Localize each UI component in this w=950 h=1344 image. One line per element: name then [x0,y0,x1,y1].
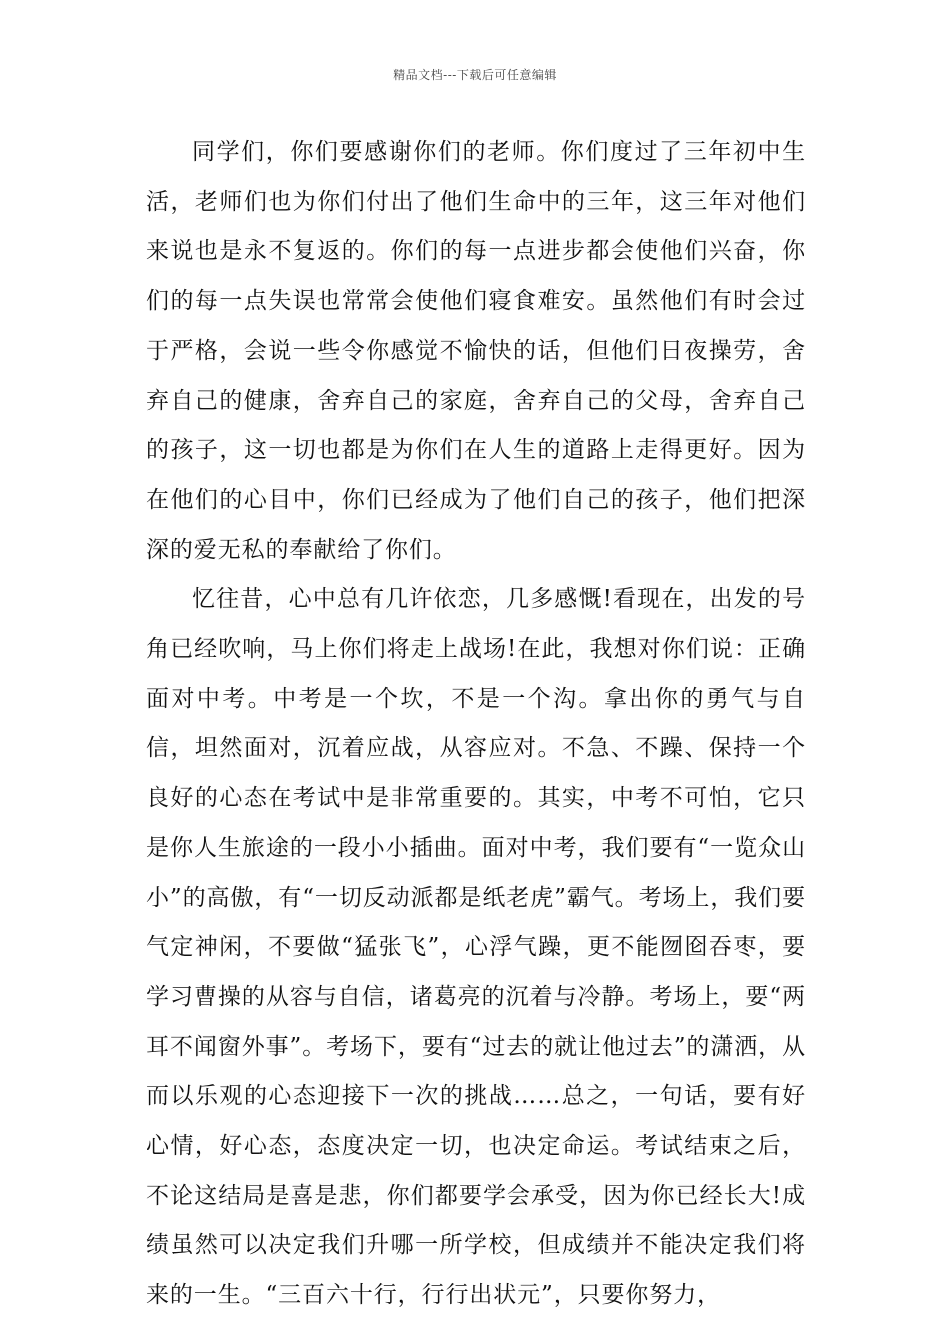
paragraph-2: 忆往昔，心中总有几许依恋，几多感慨!看现在，出发的号角已经吹响，马上你们将走上战场!在此，我想对你们说：正确面对中考。中考是一个坎，不是一个沟。拿出你的勇气与自信，坦然面对，沉着应战，从容应对。不急、不躁、保持一个良好的心态在考试中是非常重要的。其实，中考不可怕，它只是你人生旅途的一段小小插曲。面对中考，我们要有“一览众山小”的高傲，有“一切反动派都是纸老虎”霸气。考场上，我们要气定神闲，不要做“猛张飞”，心浮气躁，更不能囫囵吞枣，要学习曹操的从容与自信，诸葛亮的沉着与冷静。考场上，要“两耳不闻窗外事”。考场下，要有“过去的就让他过去”的潇洒，从而以乐观的心态迎接下一次的挑战……总之，一句话，要有好心情，好心态，态度决定一切，也决定命运。考试结束之后，不论这结局是喜是悲，你们都要学会承受，因为你已经长大!成绩虽然可以决定我们升哪一所学校，但成绩并不能决定我们将来的一生。“三百六十行，行行出状元”，只要你努力， [146,586,806,1309]
paragraph-1: 同学们，你们要感谢你们的老师。你们度过了三年初中生活，老师们也为你们付出了他们生命中的三年，这三年对他们来说也是永不复返的。你们的每一点进步都会使他们兴奋，你们的每一点失误也常常会使他们寝食难安。虽然他们有时会过于严格，会说一些令你感觉不愉快的话，但他们日夜操劳，舍弃自己的健康，舍弃自己的家庭，舍弃自己的父母，舍弃自己的孩子，这一切也都是为你们在人生的道路上走得更好。因为在他们的心目中，你们已经成为了他们自己的孩子，他们把深深的爱无私的奉献给了你们。 [146,139,806,563]
document-body [146,128,806,1321]
page-header: 精品文档---下载后可任意编辑 [393,68,557,82]
